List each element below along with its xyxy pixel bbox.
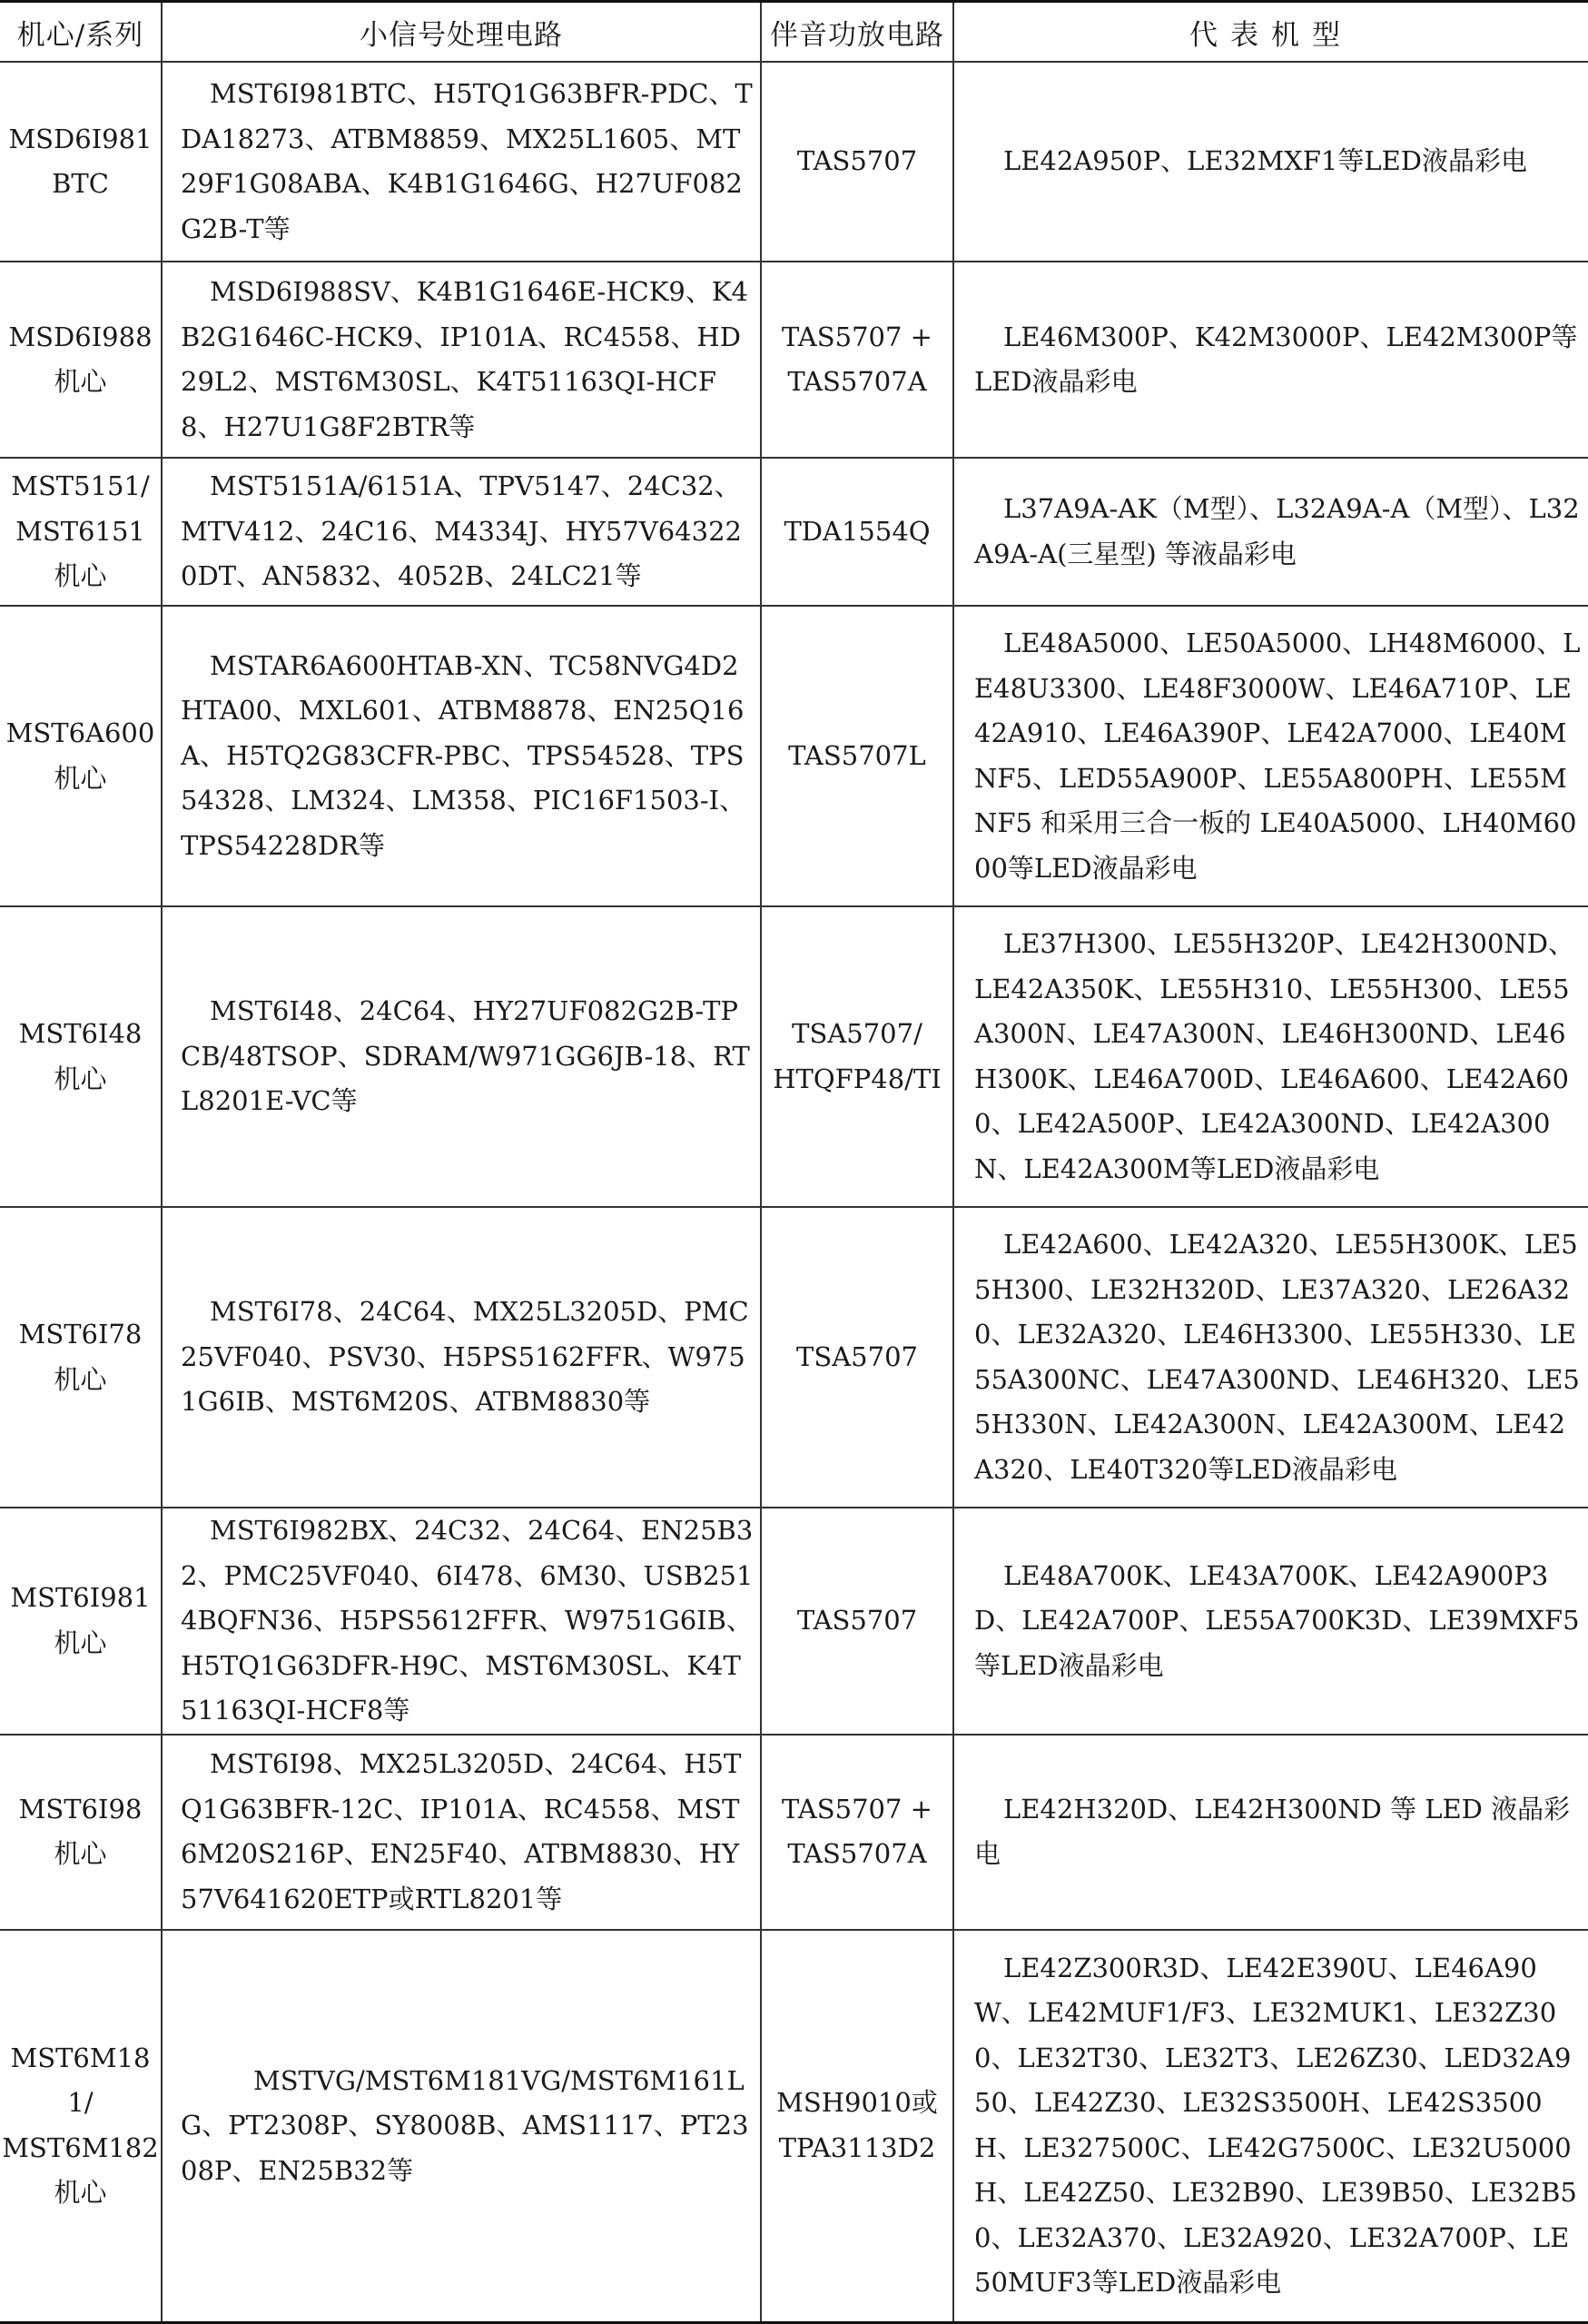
series-cell: MSD6I981BTC (0, 62, 162, 262)
small-signal-cell: MST6I78、24C64、MX25L3205D、PMC25VF040、PSV30、H5PS5162FFR、W9751G6IB、MST6M20S、ATBM8830等 (162, 1207, 761, 1508)
audio-amp-cell: TDA1554Q (761, 458, 953, 606)
series-cell: MST6I98 机心 (0, 1735, 162, 1930)
small-signal-cell: MST6I98、MX25L3205D、24C64、H5TQ1G63BFR-12C、IP101A、RC4558、MST6M20S216P、EN25F40、ATBM8830、HY57V641620ETP或RTL8201等 (162, 1735, 761, 1930)
models-cell: LE48A5000、LE50A5000、LH48M6000、LE48U3300、LE48F3000W、LE46A710P、LE42A910、LE46A390P、LE42A7000、LE40MNF5、LED55A900P、LE55A800PH、LE55MNF5 和采用三合一板的 LE40A5000、LH40M6000等LED液晶彩电 (953, 606, 1588, 906)
table-row (0, 458, 1588, 606)
table-row (0, 262, 1588, 458)
small-signal-cell: MST6I48、24C64、HY27UF082G2B-TPCB/48TSOP、SDRAM/W971GG6JB-18、RTL8201E-VC等 (162, 906, 761, 1207)
table-row (0, 606, 1588, 906)
table-row (0, 906, 1588, 1207)
header-audio-amp: 伴音功放电路 (761, 2, 953, 63)
small-signal-cell: MSTAR6A600HTAB-XN、TC58NVG4D2HTA00、MXL601、ATBM8878、EN25Q16A、H5TQ2G83CFR-PBC、TPS54528、TPS54328、LM324、LM358、PIC16F1503-I、TPS54228DR等 (162, 606, 761, 906)
small-signal-cell: MSTVG/MST6M181VG/MST6M161LG、PT2308P、SY8008B、AMS1117、PT2308P、EN25B32等 (162, 1930, 761, 2323)
small-signal-cell: MST5151A/6151A、TPV5147、24C32、MTV412、24C16、M4334J、HY57V643220DT、AN5832、4052B、24LC21等 (162, 458, 761, 606)
series-cell: MST6M181/ MST6M182 机心 (0, 1930, 162, 2323)
audio-amp-cell: TAS5707 (761, 62, 953, 262)
series-cell: MST6A600 机心 (0, 606, 162, 906)
models-cell: LE48A700K、LE43A700K、LE42A900P3D、LE42A700P、LE55A700K3D、LE39MXF5 等LED液晶彩电 (953, 1508, 1588, 1735)
models-cell: LE46M300P、K42M3000P、LE42M300P等LED液晶彩电 (953, 262, 1588, 458)
header-models: 代表机型 (953, 2, 1588, 63)
series-cell: MST6I981 机心 (0, 1508, 162, 1735)
audio-amp-cell: TAS5707 (761, 1508, 953, 1735)
models-cell: LE42H320D、LE42H300ND 等 LED 液晶彩电 (953, 1735, 1588, 1930)
small-signal-cell: MST6I982BX、24C32、24C64、EN25B32、PMC25VF040、6I478、6M30、USB2514BQFN36、H5PS5612FFR、W9751G6IB、H5TQ1G63DFR-H9C、MST6M30SL、K4T51163QI-HCF8等 (162, 1508, 761, 1735)
small-signal-cell: MSD6I988SV、K4B1G1646E-HCK9、K4B2G1646C-HCK9、IP101A、RC4558、HD29L2、MST6M30SL、K4T51163QI-HCF8、H27U1G8F2BTR等 (162, 262, 761, 458)
models-cell: LE42Z300R3D、LE42E390U、LE46A90W、LE42MUF1/F3、LE32MUK1、LE32Z300、LE32T30、LE32T3、LE26Z30、LED32A950、LE42Z30、LE32S3500H、LE42S3500H、LE327500C、LE42G7500C、LE32U5000H、LE42Z50、LE32B90、LE39B50、LE32B50、LE32A370、LE32A920、LE32A700P、LE50MUF3等LED液晶彩电 (953, 1930, 1588, 2323)
table-row (0, 1735, 1588, 1930)
audio-amp-cell: TAS5707 + TAS5707A (761, 262, 953, 458)
header-small-signal: 小信号处理电路 (162, 2, 761, 63)
models-cell: LE37H300、LE55H320P、LE42H300ND、LE42A350K、LE55H310、LE55H300、LE55A300N、LE47A300N、LE46H300ND、LE46H300K、LE46A700D、LE46A600、LE42A600、LE42A500P、LE42A300ND、LE42A300N、LE42A300M等LED液晶彩电 (953, 906, 1588, 1207)
series-cell: MST6I78 机心 (0, 1207, 162, 1508)
header-series: 机心/系列 (0, 2, 162, 63)
audio-amp-cell: TSA5707 (761, 1207, 953, 1508)
audio-amp-cell: TAS5707L (761, 606, 953, 906)
audio-amp-cell: TAS5707 + TAS5707A (761, 1735, 953, 1930)
table-row (0, 1508, 1588, 1735)
table-header-row (0, 2, 1588, 63)
table-row (0, 1207, 1588, 1508)
series-cell: MST6I48 机心 (0, 906, 162, 1207)
series-cell: MST5151/ MST6151 机心 (0, 458, 162, 606)
models-cell: L37A9A-AK（M型）、L32A9A-A（M型）、L32A9A-A(三星型) 等液晶彩电 (953, 458, 1588, 606)
audio-amp-cell: MSH9010或 TPA3113D2 (761, 1930, 953, 2323)
small-signal-cell: MST6I981BTC、H5TQ1G63BFR-PDC、TDA18273、ATBM8859、MX25L1605、MT29F1G08ABA、K4B1G1646G、H27UF082G2B-T等 (162, 62, 761, 262)
series-cell: MSD6I988 机心 (0, 262, 162, 458)
models-cell: LE42A950P、LE32MXF1等LED液晶彩电 (953, 62, 1588, 262)
table-row (0, 62, 1588, 262)
audio-amp-cell: TSA5707/ HTQFP48/TI (761, 906, 953, 1207)
models-cell: LE42A600、LE42A320、LE55H300K、LE55H300、LE32H320D、LE37A320、LE26A320、LE32A320、LE46H3300、LE55H330、LE55A300NC、LE47A300ND、LE46H320、LE55H330N、LE42A300N、LE42A300M、LE42A320、LE40T320等LED液晶彩电 (953, 1207, 1588, 1508)
table-row (0, 1930, 1588, 2323)
